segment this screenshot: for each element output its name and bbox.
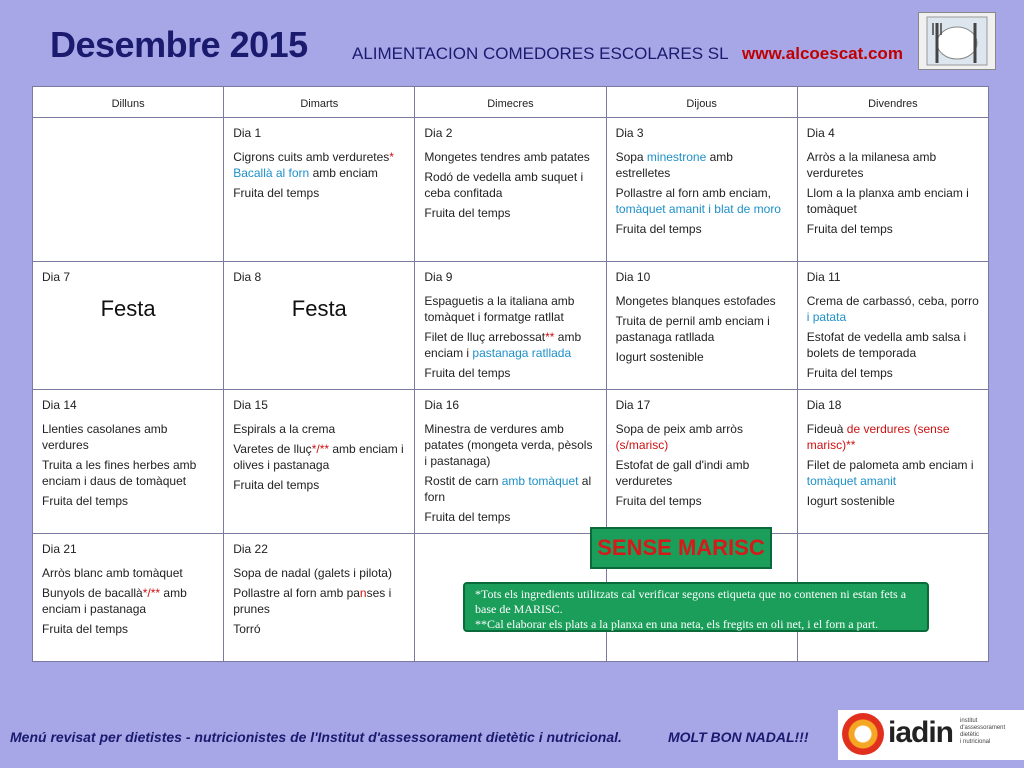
dish-text: Llom a la planxa amb enciam i tomàquet: [806, 186, 969, 216]
day-cell: [606, 390, 797, 534]
day-label: Dia 17: [615, 398, 651, 412]
dish-text: Filet de palometa amb enciam i: [806, 458, 974, 472]
dish-text: al forn: [424, 474, 592, 504]
holiday-label: Festa: [100, 296, 156, 321]
dish-item: [42, 621, 214, 637]
dish-text: Rostit de carn: [424, 474, 502, 488]
dish-text: (s/marisc): [615, 438, 669, 452]
day-cell: [415, 262, 606, 390]
day-cell: [33, 262, 224, 390]
dish-text: amb tomàquet: [501, 474, 579, 488]
dish-item: [616, 149, 788, 181]
dish-text: Bacallà al forn: [233, 166, 310, 180]
dish-item: [616, 457, 788, 489]
dish-item: [424, 169, 596, 201]
dish-item: [807, 149, 979, 181]
dish-text: Cigrons cuits amb verduretes: [233, 150, 390, 164]
day-label: Dia 10: [615, 270, 651, 284]
week-row: [33, 262, 989, 390]
day-cell: [606, 118, 797, 262]
dish-text: Fruita del temps: [615, 222, 702, 236]
dish-text: Minestra de verdures amb patates (mongeta verda, pèsols i pastanaga): [424, 422, 593, 468]
dish-text: Fruita del temps: [42, 622, 129, 636]
dish-text: */**: [311, 442, 330, 456]
dish-item: [807, 421, 979, 453]
iadin-sub-line: d'assessorament: [960, 725, 1006, 731]
day-label: Dia 16: [424, 398, 460, 412]
dish-text: Pollastre al forn amb enciam,: [615, 186, 771, 200]
dish-item: [807, 293, 979, 325]
dish-text: amb enciam: [309, 166, 378, 180]
day-label: Dia 15: [233, 398, 268, 412]
day-cell: [224, 390, 415, 534]
dish-text: Truita de pernil amb enciam i pastanaga ratllada: [615, 314, 770, 344]
company-name: ALIMENTACION COMEDORES ESCOLARES SL: [352, 44, 729, 63]
dish-text: Iogurt sostenible: [806, 494, 895, 508]
dish-text: ses i prunes: [233, 586, 392, 616]
dish-item: [616, 185, 788, 217]
dish-item: [807, 493, 979, 509]
dish-text: Rodó de vedella amb suquet i ceba confitada: [424, 170, 584, 200]
day-cell: [797, 118, 988, 262]
dish-item: [807, 457, 979, 489]
iadin-sub-line: dietètic: [960, 732, 980, 738]
dish-text: Fruita del temps: [42, 494, 129, 508]
dish-item: [807, 365, 979, 381]
dish-item: [616, 313, 788, 345]
dish-text: amb enciam i pastanaga: [42, 586, 187, 616]
dish-item: [42, 493, 214, 509]
dish-text: Pollastre al forn amb pa: [233, 586, 360, 600]
day-label: Dia 21: [42, 542, 77, 556]
dish-item: [807, 221, 979, 237]
day-cell: [33, 118, 224, 262]
dish-text: Iogurt sostenible: [615, 350, 704, 364]
column-header: Dilluns: [33, 87, 224, 118]
dish-text: Fruita del temps: [233, 478, 320, 492]
dish-item: [42, 565, 214, 581]
dish-text: Crema de carbassó, ceba, porro: [806, 294, 979, 308]
dish-item: [807, 185, 979, 217]
note-line-1: *Tots els ingredients utilitzats cal verificar segons etiqueta que no contenen ni estan fets a base de MARISC.: [475, 587, 907, 616]
dish-text: Llenties casolanes amb verdures: [42, 422, 168, 452]
day-label: Dia 18: [806, 398, 842, 412]
day-label: Dia 1: [233, 126, 262, 140]
day-label: Dia 22: [233, 542, 268, 556]
dish-text: Sopa de nadal (galets i pilota): [233, 566, 392, 580]
dish-text: minestrone: [646, 150, 707, 164]
dish-item: [424, 365, 596, 381]
column-header: Dijous: [606, 87, 797, 118]
dish-text: tomàquet amanit: [806, 474, 897, 488]
dish-text: Fideuà: [806, 422, 847, 436]
dish-item: [42, 457, 214, 489]
day-label: Dia 14: [42, 398, 77, 412]
dish-text: **: [545, 330, 555, 344]
dish-item: [233, 585, 405, 617]
dish-text: Fruita del temps: [806, 366, 893, 380]
dish-item: [616, 221, 788, 237]
dish-text: Filet de lluç arrebossat: [424, 330, 546, 344]
dish-text: Fruita del temps: [806, 222, 893, 236]
iadin-logo: [838, 710, 1024, 760]
footer-text: Menú revisat per dietistes - nutricionistes de l'Institut d'assessorament dietètic i nutricional.: [10, 729, 622, 745]
day-label: Dia 7: [42, 270, 71, 284]
dish-item: [616, 493, 788, 509]
day-label: Dia 11: [806, 270, 841, 284]
dish-item: [616, 293, 788, 309]
dish-text: Sopa: [615, 150, 647, 164]
iadin-word: iadin: [888, 716, 954, 749]
dish-item: [616, 349, 788, 365]
day-cell: [224, 118, 415, 262]
dish-item: [42, 421, 214, 453]
note-line-2: **Cal elaborar els plats a la planxa en una neta, els fregits en oli net, i el forn a part.: [475, 617, 879, 631]
allergen-notes: [463, 582, 929, 632]
page-title: Desembre 2015: [50, 24, 308, 65]
dish-item: [424, 149, 596, 165]
dish-text: Mongetes tendres amb patates: [424, 150, 590, 164]
dish-item: [424, 205, 596, 221]
dish-text: de verdures (sense marisc)**: [806, 422, 950, 452]
dish-text: Bunyols de bacallà: [42, 586, 143, 600]
day-cell: [797, 262, 988, 390]
iadin-sub-line: i nutricional: [960, 739, 991, 745]
dish-text: Fruita del temps: [615, 494, 702, 508]
dish-text: amb enciam i olives i pastanaga: [233, 442, 404, 472]
holiday-label: Festa: [291, 296, 347, 321]
iadin-sub-line: institut: [960, 718, 978, 724]
dish-item: [424, 473, 596, 505]
dish-item: [233, 621, 405, 637]
dish-text: */**: [142, 586, 161, 600]
day-cell: [415, 390, 606, 534]
day-cell: [33, 534, 224, 662]
dish-text: Fruita del temps: [233, 186, 320, 200]
header-row: [33, 87, 989, 118]
dish-text: Fruita del temps: [424, 206, 511, 220]
iadin-circle-icon: [842, 713, 884, 755]
dish-item: [233, 185, 405, 201]
dish-text: Arròs a la milanesa amb verduretes: [806, 150, 937, 180]
day-label: Dia 4: [806, 126, 835, 140]
iadin-subtitle: [960, 718, 1005, 746]
dish-text: i patata: [806, 310, 847, 324]
dish-text: Fruita del temps: [424, 510, 511, 524]
day-cell: [224, 262, 415, 390]
dish-item: [233, 441, 405, 473]
dish-text: Sopa de peix amb arròs: [615, 422, 743, 436]
dish-text: Arròs blanc amb tomàquet: [42, 566, 183, 580]
dish-item: [42, 585, 214, 617]
dish-text: amb estrelletes: [615, 150, 733, 180]
column-header: Divendres: [797, 87, 988, 118]
dish-text: Fruita del temps: [424, 366, 511, 380]
dish-text: n: [359, 586, 367, 600]
cutlery-logo-icon: [918, 12, 996, 70]
dish-item: [807, 329, 979, 361]
greeting-text: MOLT BON NADAL!!!: [668, 729, 809, 745]
dish-text: Espirals a la crema: [233, 422, 336, 436]
dish-item: [424, 509, 596, 525]
dish-text: Mongetes blanques estofades: [615, 294, 776, 308]
column-header: Dimarts: [224, 87, 415, 118]
sense-marisc-badge: SENSE MARISC: [590, 527, 772, 569]
dish-text: Torró: [233, 622, 261, 636]
dish-text: Varetes de lluç: [233, 442, 312, 456]
day-cell: [33, 390, 224, 534]
day-cell: [797, 390, 988, 534]
dish-item: [233, 477, 405, 493]
day-cell: [606, 262, 797, 390]
dish-text: Estofat de vedella amb salsa i bolets de temporada: [806, 330, 967, 360]
dish-item: [424, 329, 596, 361]
dish-text: pastanaga ratllada: [472, 346, 572, 360]
menu-table: [32, 86, 989, 662]
day-cell: [415, 118, 606, 262]
day-label: Dia 3: [615, 126, 644, 140]
column-header: Dimecres: [415, 87, 606, 118]
day-label: Dia 8: [233, 270, 262, 284]
dish-text: tomàquet amanit i blat de moro: [615, 202, 781, 216]
day-label: Dia 2: [424, 126, 453, 140]
week-row: [33, 390, 989, 534]
day-label: Dia 9: [424, 270, 453, 284]
dish-text: Estofat de gall d'indi amb verduretes: [615, 458, 750, 488]
dish-text: amb enciam i: [424, 330, 582, 360]
dish-text: Espaguetis a la italiana amb tomàquet i formatge ratllat: [424, 294, 575, 324]
dish-item: [233, 149, 405, 181]
dish-item: [233, 421, 405, 437]
dish-item: [424, 293, 596, 325]
dish-item: [233, 565, 405, 581]
website-link[interactable]: www.alcoescat.com: [742, 44, 903, 63]
dish-text: Truita a les fines herbes amb enciam i daus de tomàquet: [42, 458, 197, 488]
day-cell: [224, 534, 415, 662]
dish-item: [616, 421, 788, 453]
week-row: [33, 118, 989, 262]
dish-text: *: [389, 150, 394, 164]
dish-item: [424, 421, 596, 469]
